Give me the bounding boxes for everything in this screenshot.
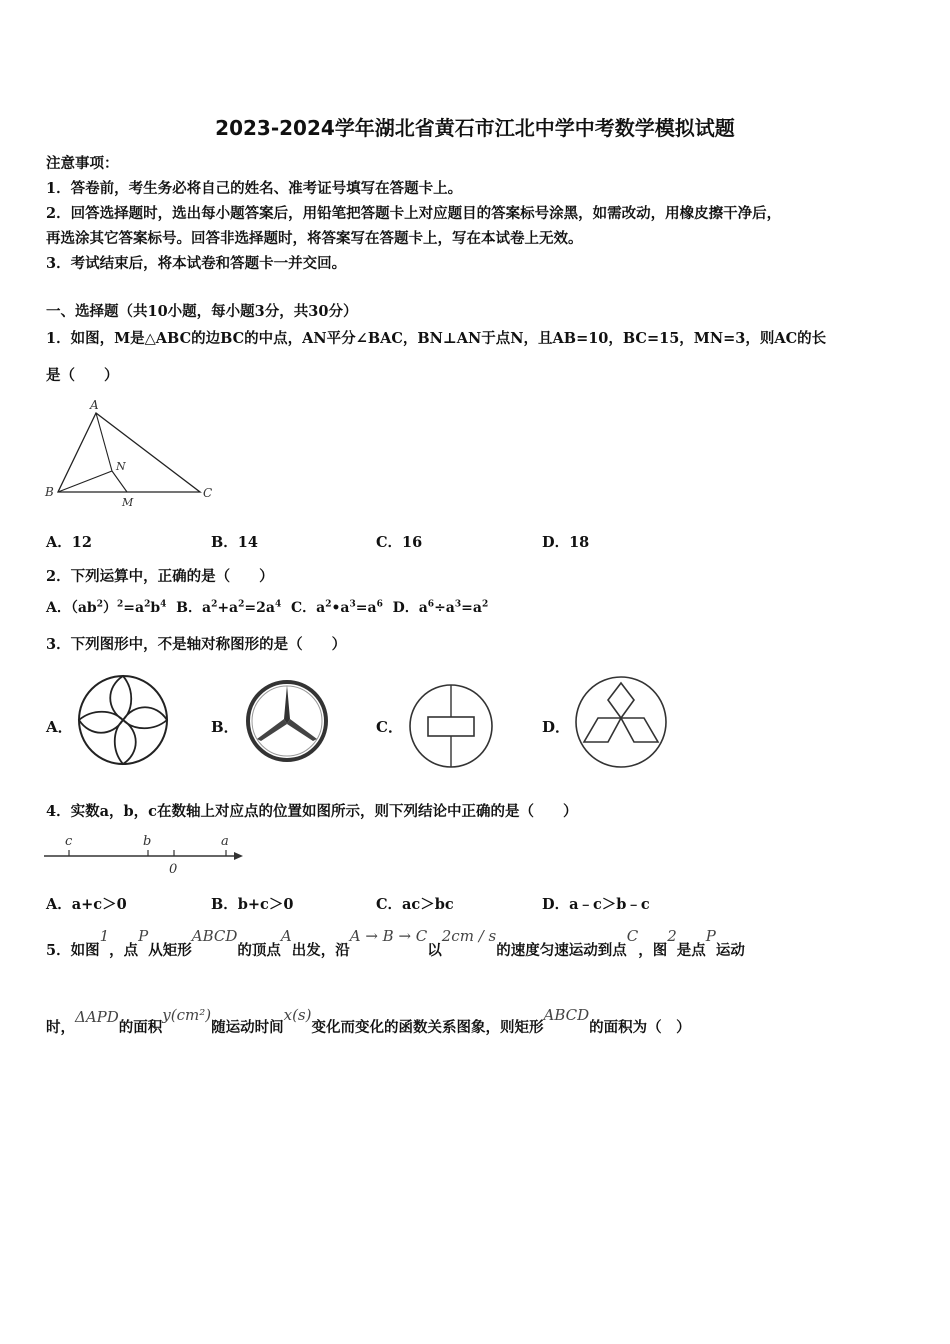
page-title: 2023-2024学年湖北省黄石市江北中学中考数学模拟试题: [215, 116, 735, 140]
q2-option-a: A．$(ab^2)^2=a^2b^4$: [46, 599, 167, 616]
q5-stem-line2: 时，ΔAPD的面积y(cm²)随运动时间x(s)变化而变化的函数关系图象，则矩形ABCD的面积为（ ）: [46, 1006, 691, 1036]
axis-label-a: a: [221, 834, 229, 849]
q3-label-a: A．: [46, 718, 73, 736]
label-A: A: [90, 398, 99, 412]
q4-option-a: A．a+c＞0: [46, 896, 127, 913]
axis-label-zero: 0: [169, 862, 178, 876]
q1-triangle-figure: [40, 395, 220, 513]
q2-stem: 2．下列运算中，正确的是（ ）: [46, 568, 274, 585]
label-M: M: [122, 496, 134, 509]
q4-stem: 4．实数a，b，c在数轴上对应点的位置如图所示，则下列结论中正确的是（ ）: [46, 803, 578, 820]
q3-figure-c-circle-rectangle-icon: [405, 683, 497, 769]
q3-figure-b-three-point-star-icon: [245, 679, 329, 763]
q3-label-b: B．: [211, 718, 239, 736]
q3-label-d: D．: [542, 718, 571, 736]
label-B: B: [45, 485, 54, 499]
label-N: N: [116, 460, 126, 473]
axis-label-c: c: [65, 834, 73, 849]
q2-options-row: [46, 597, 488, 617]
q4-option-c: C．ac＞bc: [376, 896, 454, 913]
q2-option-b: B．$a^2+a^2=2a^4$: [176, 599, 282, 616]
q3-stem: 3．下列图形中，不是轴对称图形的是（ ）: [46, 636, 347, 653]
q4-option-b: B．b+c＞0: [211, 896, 294, 913]
q5-stem-line1: 5．如图1，点P从矩形ABCD的顶点A出发，沿A → B → C以2cm / s的速度匀速运动到点C，图2是点P运动: [46, 927, 745, 959]
q1-option-b: B．14: [211, 534, 258, 551]
q3-figure-d-three-diamonds-icon: [572, 675, 670, 769]
q1-stem-line1: 1．如图，M是△ABC的边BC的中点，AN平分∠BAC，BN⊥AN于点N，且AB=10，BC=15，MN=3，则AC的长: [46, 330, 827, 347]
notice-item-2a: 2．回答选择题时，选出每小题答案后，用铅笔把答题卡上对应题目的答案标号涂黑，如需改动，用橡皮擦干净后，: [46, 205, 782, 222]
q1-option-d: D．18: [542, 534, 590, 551]
q1-option-c: C．16: [376, 534, 423, 551]
axis-label-b: b: [143, 834, 152, 849]
q3-figure-a-windmill-icon: [76, 673, 170, 767]
q3-label-c: C．: [376, 718, 403, 736]
notice-item-3: 3．考试结束后，将本试卷和答题卡一并交回。: [46, 255, 347, 272]
q1-stem-line2: 是（ ）: [46, 367, 119, 384]
q2-option-d: D．$a^6\div a^3=a^2$: [392, 599, 489, 616]
notice-item-2b: 再选涂其它答案标号。回答非选择题时，将答案写在答题卡上，写在本试卷上无效。: [46, 230, 583, 247]
q1-option-a: A．12: [46, 534, 92, 551]
notice-heading: 注意事项：: [46, 155, 119, 172]
q4-option-d: D．a﹣c＞b﹣c: [542, 896, 650, 913]
notice-item-1: 1．答卷前，考生务必将自己的姓名、准考证号填写在答题卡上。: [46, 180, 463, 197]
q4-number-line: [40, 828, 250, 876]
section-heading: 一、选择题（共10小题，每小题3分，共30分）: [46, 303, 358, 320]
label-C: C: [203, 486, 213, 500]
q2-option-c: C．$a^2•a^3=a^6$: [290, 599, 383, 616]
